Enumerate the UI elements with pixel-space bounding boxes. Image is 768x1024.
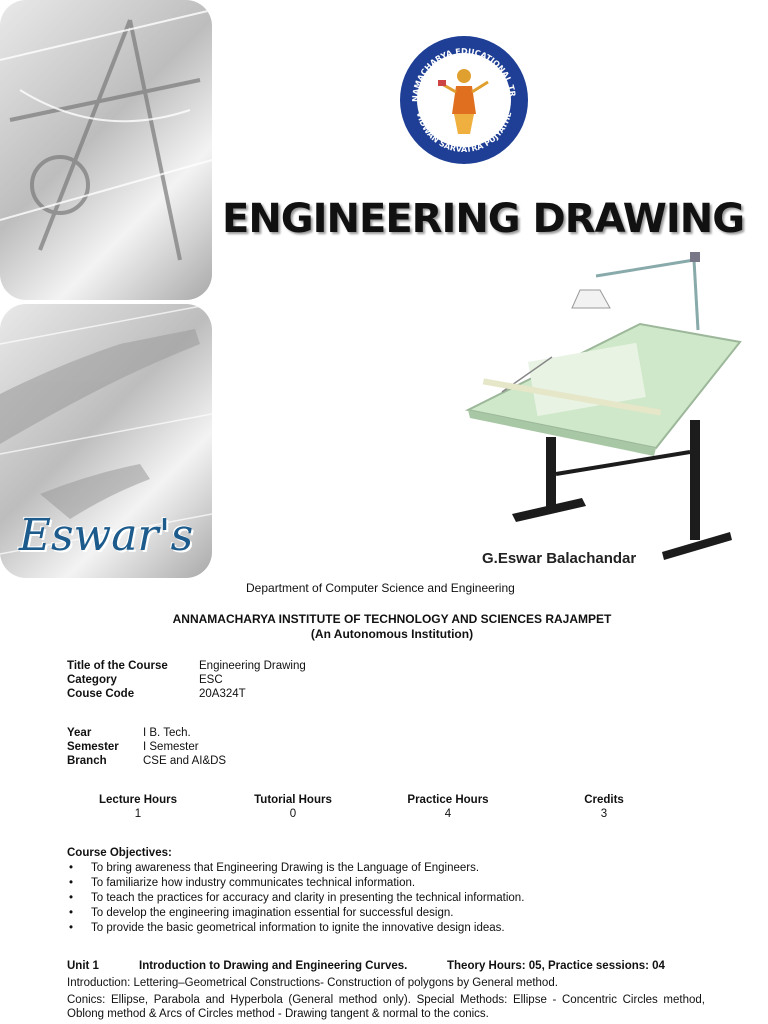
unit-label: Unit 1: [67, 960, 99, 972]
seal-emblem-icon: [398, 34, 530, 166]
institute-subtitle: (An Autonomous Institution): [310, 627, 474, 641]
cover-image-compass: [0, 0, 212, 300]
program-info: [67, 726, 367, 770]
list-item: • To teach the practices for accuracy and clarity in presenting the technical information.: [67, 891, 524, 906]
hours-value: 4: [444, 808, 452, 820]
svg-text:VIDWAN SARVATRA PUJYATHE: VIDWAN SARVATRA PUJYATHE: [414, 110, 514, 155]
unit-hours: Theory Hours: 05, Practice sessions: 04: [447, 960, 665, 972]
unit-heading: [67, 960, 707, 974]
hours-value: 1: [134, 808, 142, 820]
year-value: I B. Tech.: [143, 727, 191, 739]
compass-illustration: [0, 0, 212, 300]
practice-hours: [398, 793, 498, 821]
category-label: Category: [67, 674, 117, 686]
branch-value: CSE and AI&DS: [143, 755, 227, 767]
brand-logo: Eswar's: [18, 510, 194, 561]
hours-label: Lecture Hours: [99, 794, 177, 806]
list-item: • To develop the engineering imagination essential for successful design.: [67, 906, 524, 921]
list-item: • To familiarize how industry communicates technical information.: [67, 876, 524, 891]
author-name: G.Eswar Balachandar: [482, 550, 637, 567]
branch-label: Branch: [67, 755, 107, 767]
semester-label: Semester: [67, 741, 119, 753]
drafting-table-icon: [462, 252, 748, 574]
hours-label: Practice Hours: [407, 794, 489, 806]
drafting-table-illustration: [462, 252, 748, 574]
list-item: • To provide the basic geometrical information to ignite the innovative design ideas.: [67, 921, 524, 936]
institute-name: ANNAMACHARYA INSTITUTE OF TECHNOLOGY AND SCIENCES RAJAMPET: [172, 612, 612, 626]
course-title-label: Title of the Course: [67, 660, 168, 672]
objectives-heading: Course Objectives:: [67, 847, 172, 859]
semester-value: I Semester: [143, 741, 199, 753]
unit-title: Introduction to Drawing and Engineering Curves.: [139, 960, 408, 972]
tutorial-hours: [243, 793, 343, 821]
category-value: ESC: [199, 674, 223, 686]
course-code-value: 20A324T: [199, 688, 246, 700]
unit-conics: Conics: Ellipse, Parabola and Hyperbola (General method only). Special Methods: Ellipse - Concentric Circles method, Oblong method & Arcs of Circles method - Drawing tangent & normal to the conics.: [67, 994, 705, 1020]
cover-title: ENGINEERING DRAWING: [222, 196, 745, 242]
department-line: Department of Computer Science and Engineering: [246, 581, 515, 595]
course-code-label: Couse Code: [67, 688, 135, 700]
year-label: Year: [67, 727, 92, 739]
list-item: • To bring awareness that Engineering Drawing is the Language of Engineers.: [67, 861, 524, 876]
lecture-hours: [88, 793, 188, 821]
unit-intro: Introduction: Lettering–Geometrical Constructions- Construction of polygons by General method.: [67, 977, 558, 989]
course-title-value: Engineering Drawing: [199, 660, 306, 672]
svg-text:ANNAMACHARYA EDUCATIONAL TRUST: NAMACHARYA EDUCATIONAL TR: [410, 46, 517, 103]
hours-label: Tutorial Hours: [254, 794, 332, 806]
institution-seal: [398, 34, 530, 166]
hours-label: Credits: [584, 794, 624, 806]
course-info: [67, 659, 367, 703]
hours-value: 3: [600, 808, 608, 820]
objectives-list: [67, 861, 524, 936]
hours-value: 0: [289, 808, 297, 820]
institute-heading: [150, 612, 634, 642]
credits: [564, 793, 644, 821]
